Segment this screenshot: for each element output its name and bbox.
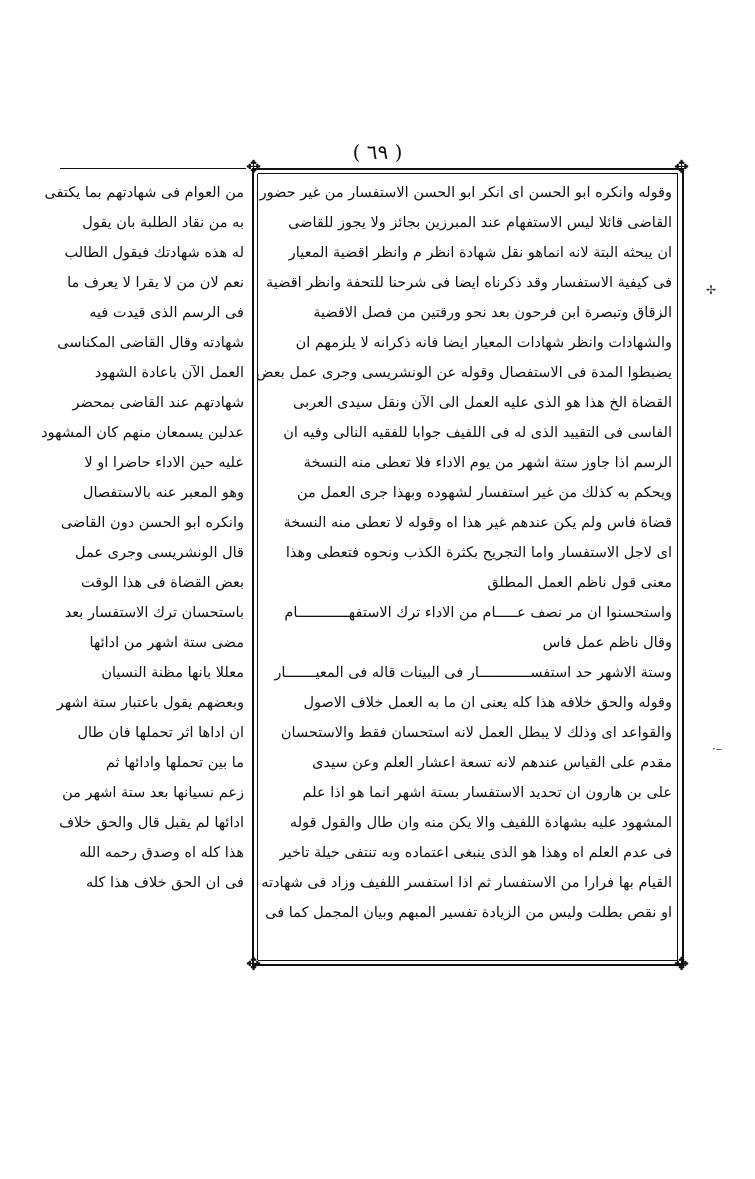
text-line: وبعضهم يقول باعتبار ستة اشهر — [56, 695, 244, 711]
text-line: مقدم على القياس عندهم لانه تسعة اعشار العلم وعن سيدى — [312, 755, 672, 771]
text-line: او نقص بطلت وليس من الزيادة تفسير المبهم وبيان المجمل كما فى — [265, 905, 672, 921]
text-line: معنى قول ناظم العمل المطلق — [487, 575, 672, 591]
page-number: ( ٦٩ ) — [352, 140, 403, 164]
frame-top-rule-inner — [258, 173, 678, 174]
text-line: فى ان الحق خلاف هذا كله — [85, 875, 244, 891]
text-line: وقوله والحق خلافه هذا كله يعنى ان ما به العمل خلاف الاصول — [303, 695, 672, 711]
text-line: الزقاق وتبصرة ابن فرحون بعد نحو ورقتين من فصل الاقضية — [313, 305, 672, 321]
text-line: وقوله وانكره ابو الحسن اى انكر ابو الحسن الاستفسار من غير حضور — [259, 185, 672, 201]
text-line: نعم لان من لا يقرا لا يعرف ما — [67, 275, 244, 291]
text-line: وقال ناظم عمل فاس — [542, 635, 672, 651]
frame-top-rule — [252, 168, 684, 170]
text-line: ادائها لم يقبل قال والحق خلاف — [59, 815, 244, 831]
frame-bottom-rule-inner — [258, 960, 678, 961]
text-line: بعض القضاة فى هذا الوقت — [80, 575, 244, 591]
text-line: والشهادات وانظر شهادات المعيار ايضا فانه ذكرانه لا يلزمهم ان — [295, 335, 672, 351]
frame-left-rule — [252, 168, 254, 966]
text-line: والقواعد اى وذلك لا يبطل العمل لانه استحسان فقط والاستحسان — [280, 725, 672, 741]
verse-line: واستحسنوا ان مر نصف عـــــام من الاداء ترك الاستفهــــــــــــام — [284, 605, 672, 621]
text-line: شهادته وقال القاضى المكناسى — [57, 335, 244, 351]
text-line: قضاة فاس ولم يكن عندهم غير هذا اه وقوله لا تعطى منه النسخة — [283, 515, 672, 531]
text-line: على بن هارون ان تحديد الاستفسار بستة اشهر انما هو اذا علم — [302, 785, 672, 801]
text-line: العمل الآن باعادة الشهود — [94, 365, 244, 381]
frame-left-rule-inner — [257, 174, 258, 960]
frame-corner-ornament-icon: ✥ — [246, 157, 262, 178]
text-line: ان اداها اثر تحملها فان طال — [77, 725, 244, 741]
text-line: فى الرسم الذى قيدت فيه — [89, 305, 244, 321]
text-line: باستحسان ترك الاستفسار بعد — [64, 605, 244, 621]
text-line: له هذه شهادتك فيقول الطالب — [64, 245, 244, 261]
side-text-column — [41, 178, 244, 898]
frame-corner-ornament-icon: ✥ — [674, 954, 690, 975]
text-line: ما بين تحملها وادائها ثم — [105, 755, 244, 771]
text-line: عدلين يسمعان منهم كان المشهود — [41, 425, 244, 441]
text-line: الفاسى فى التقييد الذى له فى اللفيف جوابا للفقيه النالى وفيه ان — [283, 425, 672, 441]
text-line: مضى ستة اشهر من ادائها — [89, 635, 244, 651]
text-line: اى لاجل الاستفسار واما التجريح بكثرة الكذب ونحوه فتعطى وهذا — [285, 545, 672, 561]
text-line: معللا بانها مظنة النسيان — [101, 665, 244, 681]
text-line: زعم نسيانها بعد ستة اشهر من — [62, 785, 244, 801]
text-line: القاضى قائلا ليس الاستفهام عند المبرزين بجائز ولا يجوز للقاضى — [288, 215, 672, 231]
text-line: القضاة الخ هذا هو الذى عليه العمل الى الآن ونقل سيدى العربى — [293, 395, 672, 411]
text-line: فى عدم العلم اه وهذا هو الذى ينبغى اعتماده وبه تنتفى حيلة تاخير — [279, 845, 672, 861]
text-line: فى كيفية الاستفسار وقد ذكرناه ايضا فى شرحنا للتحفة وانظر اقضية — [265, 275, 672, 291]
margin-mark-icon: ·– — [712, 742, 722, 756]
text-line: وانكره ابو الحسن دون القاضى — [60, 515, 244, 531]
text-line: يضبطوا المدة فى الاستفصال وقوله عن الونشريسى وجرى عمل بعض — [255, 365, 672, 381]
text-line: قال الونشريسى وجرى عمل — [74, 545, 244, 561]
margin-mark-icon: ✢ — [706, 283, 717, 297]
frame-corner-ornament-icon: ✥ — [674, 157, 690, 178]
text-line: ويحكم به كذلك من غير استفسار لشهوده وبهذا جرى العمل من — [297, 485, 672, 501]
text-line: به من نقاد الطلبة بان يقول — [82, 215, 244, 231]
frame-right-rule-inner — [677, 174, 678, 960]
verse-line: وستة الاشهر حد استفســــــــــــار فى البينات قاله فى المعيـــــــار — [274, 665, 672, 681]
side-column-top-rule — [60, 168, 246, 169]
text-line: ان يبحثه البتة لانه انماهو نقل شهادة انظر م وانظر اقضية المعيار — [288, 245, 672, 261]
frame-bottom-rule — [252, 964, 684, 966]
text-line: عليه حين الاداء حاضرا او لا — [84, 455, 244, 471]
text-line: القيام بها فرارا من الاستفسار ثم اذا استفسر اللفيف وزاد فى شهادته — [261, 875, 672, 891]
text-line: وهو المعبر عنه بالاستفصال — [82, 485, 244, 501]
main-commentary-column — [255, 178, 672, 928]
text-line: هذا كله اه وصدق رحمه الله — [79, 845, 244, 861]
text-line: الرسم اذا جاوز ستة اشهر من يوم الاداء فلا تعطى منه النسخة — [303, 455, 672, 471]
frame-corner-ornament-icon: ✥ — [246, 954, 262, 975]
frame-right-rule — [682, 168, 684, 966]
text-line: المشهود عليه بشهادة اللفيف والا يكن منه وان طال والقول قوله — [289, 815, 672, 831]
text-line: شهادتهم عند القاضى بمحضر — [72, 395, 244, 411]
text-line: من العوام فى شهادتهم بما يكتفى — [44, 185, 244, 201]
